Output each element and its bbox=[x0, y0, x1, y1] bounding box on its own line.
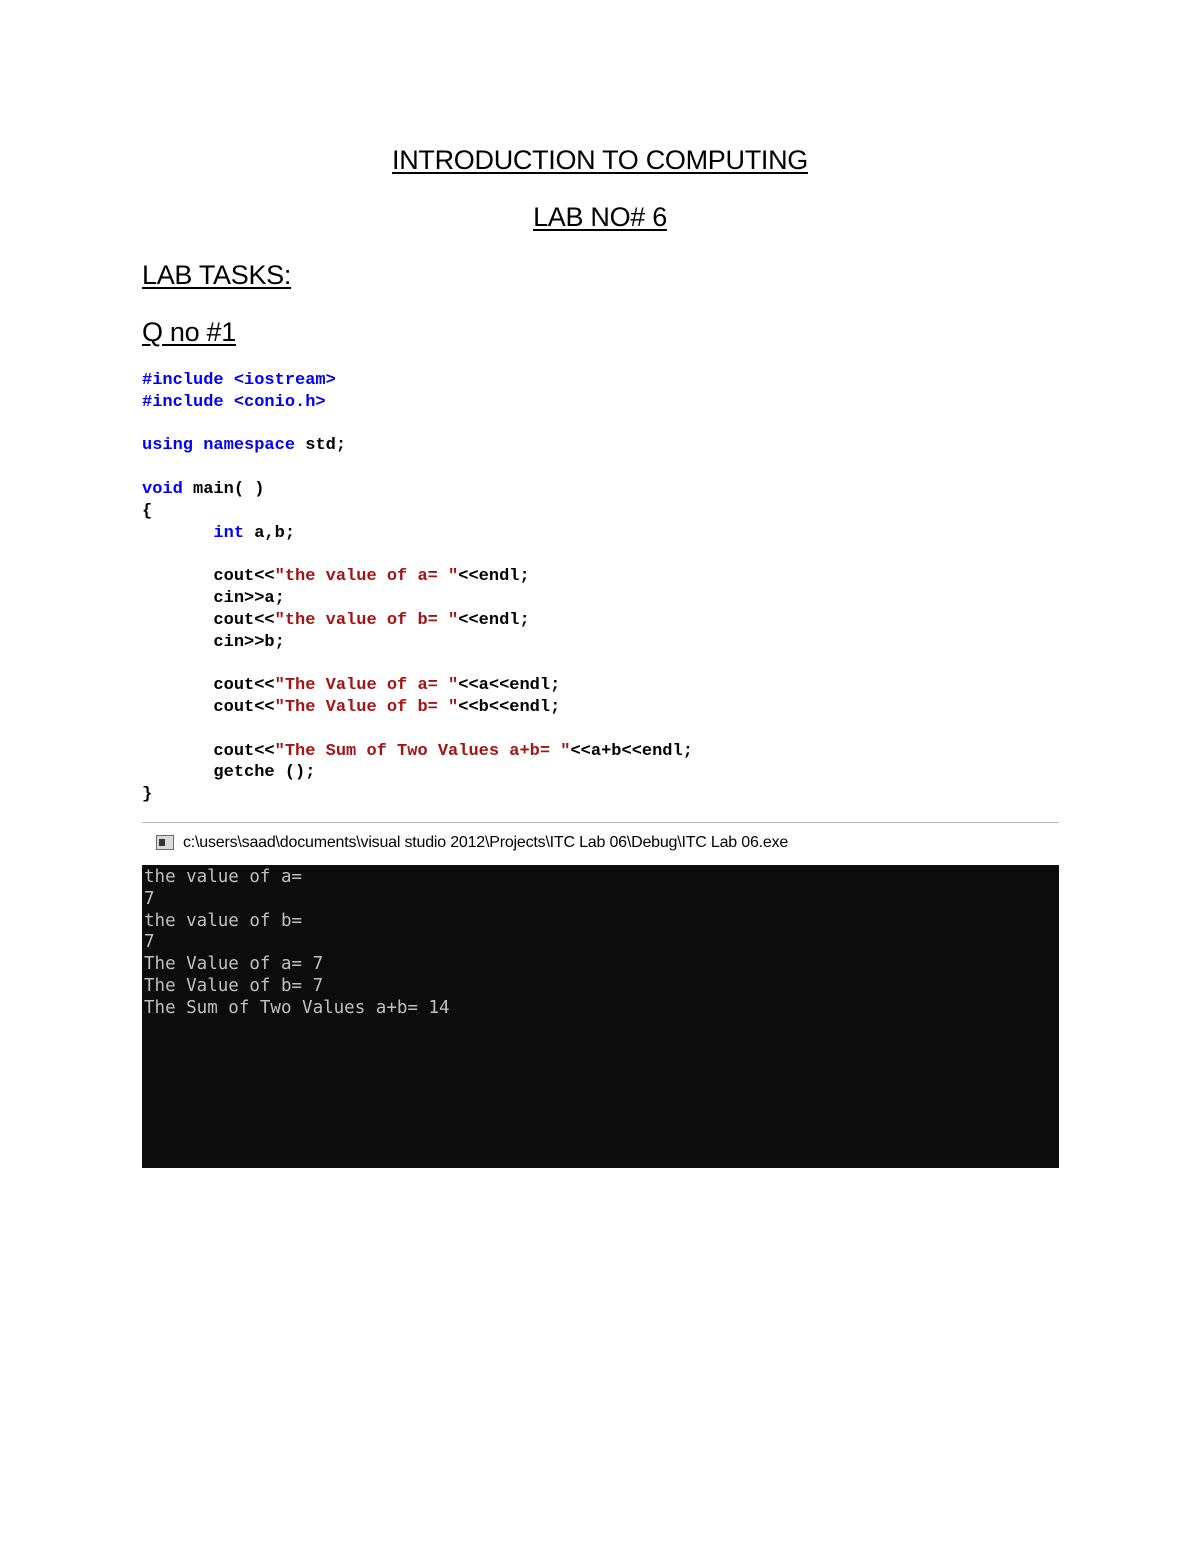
code-text: cout<< bbox=[142, 697, 275, 717]
code-text: cin>>b; bbox=[142, 632, 285, 652]
code-line bbox=[142, 435, 693, 457]
code-text bbox=[142, 524, 213, 543]
console-output-line: the value of a= bbox=[144, 867, 303, 887]
code-line bbox=[142, 414, 693, 436]
console-output-line: The Sum of Two Values a+b= 14 bbox=[144, 997, 450, 1018]
code-line bbox=[142, 501, 693, 523]
code-keyword: void bbox=[142, 479, 183, 499]
code-text: <<endl; bbox=[458, 610, 530, 630]
console-app-icon bbox=[156, 835, 174, 850]
code-text: cout<< bbox=[142, 610, 275, 630]
code-line bbox=[142, 392, 693, 414]
code-text: cout<< bbox=[142, 741, 275, 761]
code-string: "The Sum of Two Values a+b= " bbox=[274, 741, 571, 761]
code-line bbox=[142, 544, 693, 566]
code-text: } bbox=[142, 785, 153, 805]
code-text: getche (); bbox=[142, 763, 316, 783]
code-keyword: #include <conio.h> bbox=[142, 392, 326, 412]
code-keyword: #include <iostream> bbox=[142, 371, 336, 390]
code-line bbox=[142, 675, 693, 697]
console-output bbox=[144, 867, 450, 1020]
code-text: { bbox=[142, 501, 153, 521]
code-string: "the value of a= " bbox=[274, 567, 459, 587]
code-listing bbox=[142, 370, 693, 806]
code-text: <<a+b<<endl; bbox=[570, 741, 693, 761]
lab-number: LAB NO# 6 bbox=[533, 202, 667, 232]
question-heading: Q no #1 bbox=[142, 317, 236, 347]
document-title: INTRODUCTION TO COMPUTING bbox=[392, 145, 808, 175]
code-line bbox=[142, 741, 693, 763]
code-text: <<endl; bbox=[458, 567, 530, 587]
code-text bbox=[193, 436, 203, 455]
code-keyword: int bbox=[213, 523, 245, 543]
section-heading: LAB TASKS: bbox=[142, 260, 292, 290]
console-window[interactable] bbox=[142, 822, 1059, 1167]
console-title-path: c:\users\saad\documents\visual studio 2012\Projects\ITC Lab 06\Debug\ITC Lab 06.exe bbox=[183, 834, 789, 851]
code-line bbox=[142, 566, 693, 588]
code-text: cout<< bbox=[142, 567, 275, 587]
code-line bbox=[142, 370, 693, 392]
code-text: cout<< bbox=[142, 676, 275, 696]
code-string: "The Value of b= " bbox=[274, 697, 459, 717]
code-line bbox=[142, 697, 693, 719]
code-line bbox=[142, 653, 693, 675]
code-text: <<a<<endl; bbox=[458, 676, 561, 696]
console-output-line: The Value of a= 7 bbox=[144, 954, 324, 975]
code-line bbox=[142, 784, 693, 806]
code-line bbox=[142, 457, 693, 479]
code-text: main( ) bbox=[182, 479, 265, 499]
code-text: cin>>a; bbox=[142, 588, 285, 608]
code-line bbox=[142, 719, 693, 741]
console-output-line: 7 bbox=[144, 888, 155, 909]
console-titlebar[interactable] bbox=[142, 823, 1059, 865]
code-text: std; bbox=[295, 436, 347, 456]
code-line bbox=[142, 523, 693, 545]
console-body bbox=[142, 865, 1059, 1168]
console-output-line: 7 bbox=[144, 932, 155, 953]
console-output-line: The Value of b= 7 bbox=[144, 975, 324, 996]
code-string: "The Value of a= " bbox=[274, 676, 459, 696]
code-line bbox=[142, 632, 693, 654]
code-text: a,b; bbox=[244, 523, 296, 543]
code-keyword: using bbox=[142, 436, 194, 456]
code-line bbox=[142, 588, 693, 610]
code-string: "the value of b= " bbox=[274, 610, 459, 630]
code-line bbox=[142, 610, 693, 632]
console-output-line: the value of b= bbox=[144, 910, 303, 931]
code-line bbox=[142, 762, 693, 784]
code-keyword: namespace bbox=[203, 436, 296, 456]
code-text: <<b<<endl; bbox=[458, 697, 561, 717]
code-line bbox=[142, 479, 693, 501]
